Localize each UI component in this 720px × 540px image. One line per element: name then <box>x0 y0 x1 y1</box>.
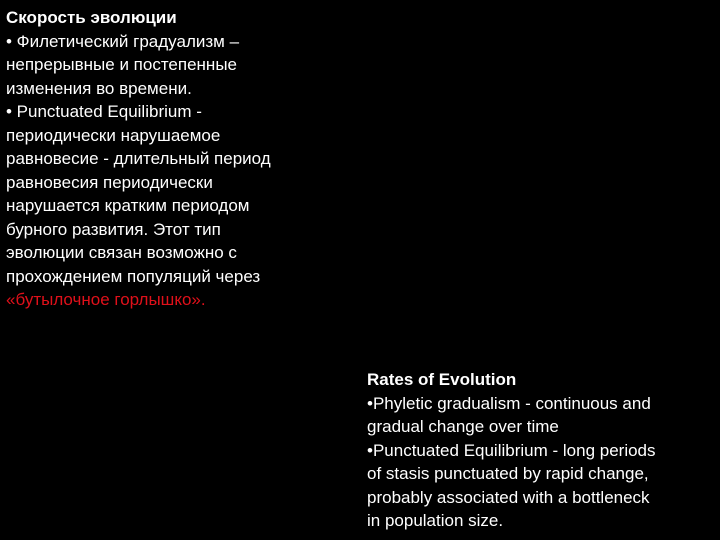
russian-highlight: «бутылочное горлышко». <box>6 290 206 309</box>
english-line: gradual change over time <box>367 417 559 436</box>
russian-line: равновесия периодически <box>6 172 213 192</box>
russian-line: прохождением популяций через <box>6 266 261 286</box>
russian-line: эволюции связан возможно с <box>6 243 237 262</box>
russian-text-block <box>6 6 336 312</box>
russian-line: нарушается кратким периодом <box>6 196 250 215</box>
english-line: •Phyletic gradualism - continuous and <box>367 393 651 413</box>
russian-line: равновесие - длительный период <box>6 149 271 168</box>
russian-line: непрерывные и постепенные <box>6 55 237 74</box>
english-line: of stasis punctuated by rapid change, <box>367 464 649 483</box>
russian-line: • Филетический градуализм – <box>6 31 240 51</box>
russian-line: бурного развития. Этот тип <box>6 219 221 239</box>
english-title: Rates of Evolution <box>367 370 517 389</box>
english-line: in population size. <box>367 511 504 530</box>
english-text-block <box>367 368 717 533</box>
russian-line: периодически нарушаемое <box>6 125 221 145</box>
russian-title: Скорость эволюции <box>6 8 177 27</box>
russian-line: • Punctuated Equilibrium - <box>6 102 202 121</box>
english-line: probably associated with a bottleneck <box>367 487 650 507</box>
english-line: •Punctuated Equilibrium - long periods <box>367 440 656 460</box>
russian-line: изменения во времени. <box>6 78 192 98</box>
